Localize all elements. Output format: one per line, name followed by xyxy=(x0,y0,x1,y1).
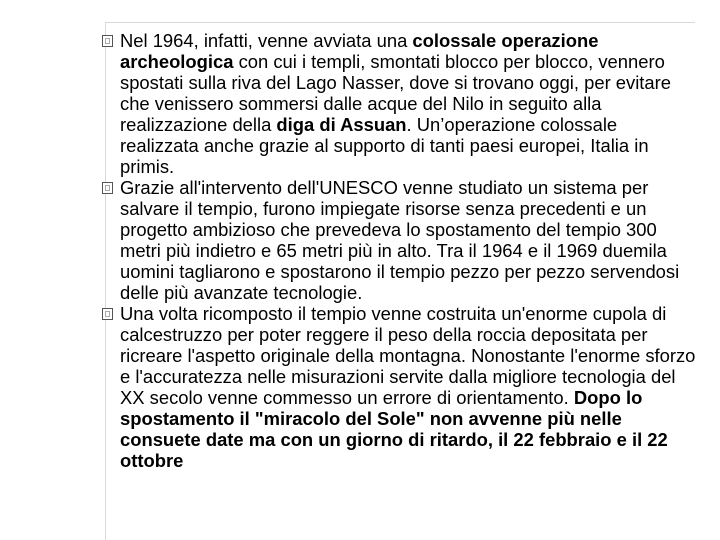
text-segment: Grazie all'intervento dell'UNESCO venne studiato un sistema per salvare il tempio, furono impiegate risorse senza precedenti e un progetto ambizioso che prevedeva lo spostamento del tempio 300 metri più indietro e 65 metri più in alto. Tra il 1964 e il 1969 duemila uomini tagliarono e spostarono il tempio pezzo per pezzo servendosi delle più avanzate tecnologie. xyxy=(120,177,680,303)
bold-text-segment: colossale operazione archeologica xyxy=(120,30,599,72)
square-bullet-icon xyxy=(102,182,113,194)
square-bullet-icon xyxy=(102,35,113,47)
bullet-paragraph-1 xyxy=(102,30,698,177)
text-segment: Una volta ricomposto il tempio venne costruita un'enorme cupola di calcestruzzo per poter reggere il peso della roccia depositata per ricreare l'aspetto originale della montagna. Nonostante l'enorme sforzo e l'accuratezza nelle misurazioni servite dalla migliore tecnologia del XX secolo venne commesso un errore di orientamento. xyxy=(120,303,696,408)
bullet-paragraph-3 xyxy=(102,303,698,471)
text-segment: Nel 1964, infatti, venne avviata una xyxy=(120,30,413,51)
bold-text-segment: Dopo lo spostamento il "miracolo del Sole" non avvenne più nelle consuete date ma con un giorno di ritardo, il 22 febbraio e il 22 ottobre xyxy=(120,387,668,471)
bold-text-segment: diga di Assuan xyxy=(276,114,407,135)
text-segment: . Un’operazione colossale realizzata anche grazie al supporto di tanti paesi europei, Italia in primis. xyxy=(120,114,649,177)
slide-frame-top-border xyxy=(105,22,695,23)
slide-body-text xyxy=(102,30,698,471)
bullet-paragraph-2 xyxy=(102,177,698,303)
square-bullet-icon xyxy=(102,308,113,320)
text-segment: con cui i templi, smontati blocco per blocco, vennero spostati sulla riva del Lago Nasser, dove si trovano oggi, per evitare che venissero sommersi dalle acque del Nilo in seguito alla realizzazione della xyxy=(120,51,672,135)
